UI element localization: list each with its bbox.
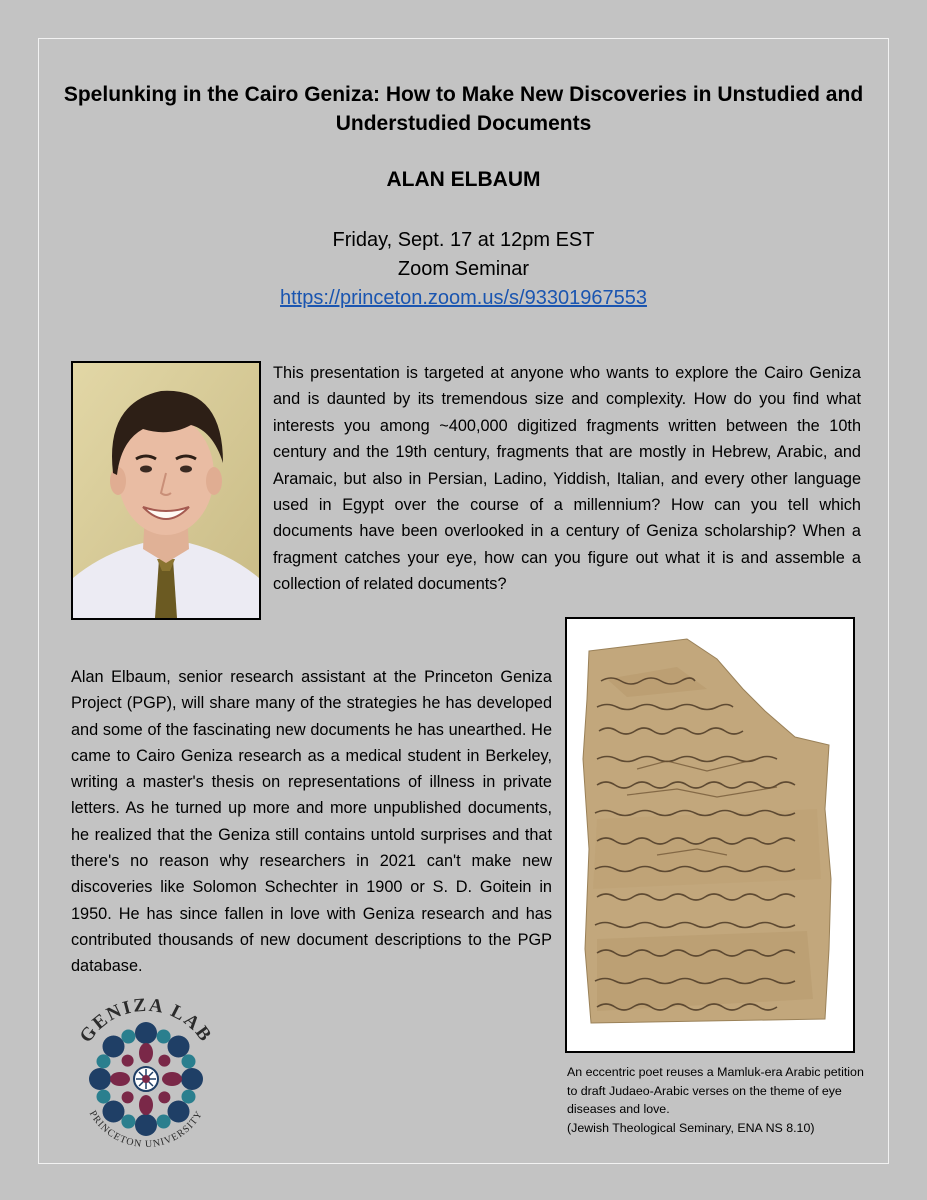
caption-source: (Jewish Theological Seminary, ENA NS 8.10) bbox=[567, 1120, 815, 1135]
caption-text: An eccentric poet reuses a Mamluk-era Arabic petition to draft Judaeo-Arabic verses on the theme of eye diseases and love. bbox=[567, 1065, 864, 1116]
zoom-link[interactable]: https://princeton.zoom.us/s/93301967553 bbox=[280, 287, 647, 309]
event-format: Zoom Seminar bbox=[397, 258, 530, 280]
event-date-time: Friday, Sept. 17 at 12pm EST bbox=[332, 229, 595, 251]
speaker-name: ALAN ELBAUM bbox=[386, 168, 541, 191]
logo-top-text: GENIZA LAB bbox=[75, 994, 217, 1047]
manuscript-caption bbox=[567, 1063, 867, 1137]
manuscript-image bbox=[565, 617, 855, 1053]
logo-bottom-text: PRINCETON UNIVERSITY bbox=[86, 1108, 206, 1151]
event-details bbox=[60, 226, 867, 313]
event-title: Spelunking in the Cairo Geniza: How to Make New Discoveries in Unstudied and Understudied Documents bbox=[63, 83, 864, 135]
abstract-text: This presentation is targeted at anyone who wants to explore the Cairo Geniza and is daunted by its tremendous size and complexity. How do you find what interests you among ~400,000 digitized fragments written between the 10th century and the 19th century, fragments that are mostly in Hebrew, Arabic, and Aramaic, but also in Persian, Ladino, Yiddish, Italian, and every other language used in Egypt over the course of a millennium? How can you tell which documents have been overlooked in a century of Geniza scholarship? When a fragment catches your eye, how can you figure out what it is and assemble a collection of related documents? bbox=[273, 364, 861, 594]
speaker-bio: Alan Elbaum, senior research assistant at the Princeton Geniza Project (PGP), will share many of the strategies he has developed and some of the fascinating new documents he has unearthed. He came to Cairo Geniza research as a medical student in Berkeley, writing a master's thesis on representations of illness in private letters. As he turned up more and more unpublished documents, he realized that the Geniza still contains untold surprises and that there's no reason why researchers in 2021 can't make new discoveries like Solomon Schechter in 1900 or S. D. Goitein in 1950. He has since fallen in love with Geniza research and has contributed thousands of new document descriptions to the PGP database. bbox=[71, 668, 552, 976]
speaker-photo bbox=[71, 361, 261, 620]
geniza-lab-logo bbox=[62, 993, 230, 1161]
